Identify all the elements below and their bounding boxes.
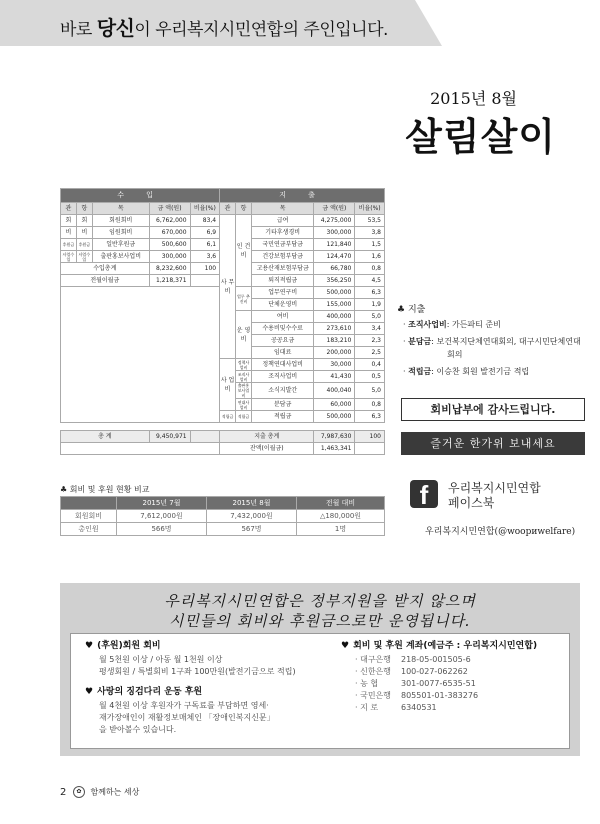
- table-cell: 183,210: [314, 335, 355, 347]
- table-cell: 조직사업비: [236, 371, 252, 383]
- table-cell: 30,000: [314, 359, 355, 371]
- table-header: [61, 497, 117, 510]
- table-cell: 83,4: [190, 215, 220, 227]
- table-cell: 일반후원금: [92, 239, 149, 251]
- table-cell: 567명: [207, 523, 297, 536]
- table-cell: 3,8: [355, 227, 385, 239]
- note-share-cont: 회의: [447, 350, 463, 359]
- balance-label: 잔액(이월금): [220, 443, 314, 455]
- col-mok: 목: [251, 203, 314, 215]
- col-mok: 목: [92, 203, 149, 215]
- logo-icon: ✿: [73, 786, 85, 798]
- table-cell: 후원금: [76, 239, 92, 251]
- carry-over-label: 전월이월금: [61, 275, 150, 287]
- table-cell: 0,8: [355, 263, 385, 275]
- col-amount: 금 액(원): [314, 203, 355, 215]
- table-cell: 500,000: [314, 287, 355, 299]
- table-cell: 분담금: [251, 399, 314, 411]
- thanks-box: 회비납부에 감사드립니다.: [401, 398, 585, 421]
- account-item: · 대구은행 218-05-001505-6: [355, 655, 471, 664]
- facebook-line1: 우리복지시민연합: [448, 481, 541, 495]
- finance-totals: [60, 430, 385, 455]
- table-cell: 6,1: [190, 239, 220, 251]
- finance-table: [60, 188, 385, 423]
- table-cell: 5,0: [355, 383, 385, 399]
- account-item: · 신한은행 100-027-062262: [355, 667, 468, 676]
- empty-cell: [61, 443, 220, 455]
- col-gwan: 관: [61, 203, 77, 215]
- table-cell: 비: [61, 227, 77, 239]
- table-cell: 53,5: [355, 215, 385, 227]
- table-cell: 정책사업비: [236, 359, 252, 371]
- carry-over-amount: 1,218,371: [149, 275, 190, 287]
- expense-header: 지 출: [220, 189, 385, 203]
- grand-total-label: 총 계: [61, 431, 150, 443]
- table-cell: 273,610: [314, 323, 355, 335]
- balance-amount: 1,463,341: [314, 443, 355, 455]
- membership-column: [85, 640, 335, 736]
- table-cell: 기타후생경비: [251, 227, 314, 239]
- table-cell: 출판홍보사업비: [92, 251, 149, 263]
- col-ratio: 비율(%): [355, 203, 385, 215]
- table-cell: 0,4: [355, 359, 385, 371]
- support-box: [60, 583, 580, 756]
- issue-date: 2015년 8월: [430, 89, 517, 108]
- table-cell: 1,9: [355, 299, 385, 311]
- table-cell: 300,000: [149, 251, 190, 263]
- table-cell: 4,275,000: [314, 215, 355, 227]
- comparison-heading: ♣ 회비 및 후원 현황 비교: [60, 485, 150, 494]
- table-cell: 6,762,000: [149, 215, 190, 227]
- table-cell: 회원회비: [92, 215, 149, 227]
- footer: [60, 786, 139, 798]
- table-cell: 7,432,000원: [207, 510, 297, 523]
- col-ratio: 비율(%): [190, 203, 220, 215]
- table-cell: 2,3: [355, 335, 385, 347]
- club-icon: ♣: [397, 305, 408, 315]
- table-cell: 총인원: [61, 523, 117, 536]
- table-cell: 정책연대사업비: [251, 359, 314, 371]
- table-cell: 1,6: [355, 251, 385, 263]
- heart-icon: ♥: [85, 687, 94, 697]
- table-header: 2015년 8월: [207, 497, 297, 510]
- note-reserve: · 적립금: 이승찬 회원 발전기금 적립: [403, 367, 530, 376]
- table-header: 전월 대비: [297, 497, 385, 510]
- note-share: · 분담금: 보건복지단체연대회의, 대구시민단체연대: [403, 337, 581, 346]
- table-cell: 공공요금: [251, 335, 314, 347]
- table-cell: 66,780: [314, 263, 355, 275]
- expense-total-label: 지출 총계: [220, 431, 314, 443]
- table-cell: 60,000: [314, 399, 355, 411]
- group-unyeong: 운 영 비: [236, 311, 252, 359]
- table-cell: 500,000: [314, 411, 355, 423]
- table-cell: 고용산재보험부담금: [251, 263, 314, 275]
- table-cell: 임원회비: [92, 227, 149, 239]
- table-cell: 출판홍보사업비: [236, 383, 252, 399]
- notes-heading: ♣ 지출: [397, 305, 426, 315]
- table-cell: 단체운영비: [251, 299, 314, 311]
- accounts-column: [341, 640, 566, 714]
- table-cell: 회: [61, 215, 77, 227]
- table-header-row: [61, 497, 385, 510]
- heart-icon: ♥: [341, 641, 350, 651]
- table-cell: 업무연구비: [251, 287, 314, 299]
- heart-icon: ♥: [85, 641, 94, 651]
- income-total-amount: 8,232,600: [149, 263, 190, 275]
- note-org: · 조직사업비: 가든파티 준비: [403, 320, 501, 329]
- table-cell: 건강보험부담금: [251, 251, 314, 263]
- grand-total-amount: 9,450,971: [149, 431, 190, 443]
- table-row: [61, 215, 385, 227]
- table-cell: 4,5: [355, 275, 385, 287]
- page-title: 살림살이: [405, 115, 556, 159]
- table-cell: 500,600: [149, 239, 190, 251]
- slogan: [60, 591, 580, 631]
- table-cell: 200,000: [314, 347, 355, 359]
- group-samu: 사 무 비: [220, 215, 236, 359]
- donation-line1: 월 5천원 이상 / 아동 월 1천원 이상: [99, 655, 223, 664]
- table-cell: 7,612,000원: [117, 510, 207, 523]
- empty-cell: [355, 443, 385, 455]
- empty-block: [61, 287, 220, 423]
- table-cell: 급여: [251, 215, 314, 227]
- group-ingeon: 인 건 비: [236, 215, 252, 287]
- group-saeop: 사 업 비: [220, 359, 236, 411]
- table-cell: 후원금: [61, 239, 77, 251]
- table-row: [61, 443, 385, 455]
- table-cell: 퇴직적립금: [251, 275, 314, 287]
- group-jeokrip: 적립금: [220, 411, 236, 423]
- holiday-box: 즐거운 한가위 보내세요: [401, 432, 585, 455]
- table-cell: 2,5: [355, 347, 385, 359]
- table-header: 2015년 7월: [117, 497, 207, 510]
- empty-cell: [190, 275, 220, 287]
- footer-title: 함께하는 세상: [90, 787, 140, 797]
- table-cell: 121,840: [314, 239, 355, 251]
- account-item: · 국민은행 805501-01-383276: [355, 691, 479, 700]
- table-cell: 3,6: [190, 251, 220, 263]
- table-cell: 국민연금부담금: [251, 239, 314, 251]
- table-cell: 회원회비: [61, 510, 117, 523]
- col-hang: 항: [236, 203, 252, 215]
- comparison-table: [60, 496, 385, 536]
- empty-cell: [190, 431, 220, 443]
- love-title: ♥ 사랑의 징검다리 운동 후원: [85, 687, 203, 697]
- accounts-title: ♥ 회비 및 후원 계좌(예금주 : 우리복지시민연합): [341, 641, 538, 651]
- banner-text: 바로 당신이 우리복지시민연합의 주인입니다.: [60, 16, 388, 40]
- slogan-line2: 시민들의 회비와 후원금으로만 운영됩니다.: [169, 612, 471, 630]
- support-info: [70, 633, 570, 749]
- table-cell: 566명: [117, 523, 207, 536]
- donation-line2: 평생회원 / 특별회비 1구좌 100만원(발전기금으로 적립): [99, 667, 296, 676]
- table-cell: 수용비및수수료: [251, 323, 314, 335]
- facebook-icon[interactable]: f: [410, 480, 438, 508]
- table-cell: 0,8: [355, 399, 385, 411]
- facebook-handle[interactable]: 우리복지시민연합(@woориwelfare): [425, 527, 576, 537]
- expense-total-amount: 7,987,630: [314, 431, 355, 443]
- table-cell: 5,0: [355, 311, 385, 323]
- table-cell: 여비: [251, 311, 314, 323]
- page-number: 2: [60, 786, 67, 798]
- table-row: [61, 431, 385, 443]
- group-eopmu: 업무 추진비: [236, 287, 252, 311]
- table-cell: 300,000: [314, 227, 355, 239]
- table-cell: 356,250: [314, 275, 355, 287]
- table-cell: 적립금: [251, 411, 314, 423]
- club-icon: ♣: [60, 485, 70, 494]
- table-cell: 41,430: [314, 371, 355, 383]
- table-cell: 비: [76, 227, 92, 239]
- col-amount: 금 액(원): [149, 203, 190, 215]
- table-cell: 670,000: [149, 227, 190, 239]
- table-cell: 임대료: [251, 347, 314, 359]
- facebook-line2: 페이스북: [448, 496, 495, 510]
- love-line3: 을 받아볼수 있습니다.: [99, 725, 177, 734]
- table-row: [61, 523, 385, 536]
- table-cell: 1,5: [355, 239, 385, 251]
- income-total-label: 수입총계: [61, 263, 150, 275]
- facebook-title: [448, 481, 541, 511]
- table-cell: 400,000: [314, 311, 355, 323]
- account-item: · 지 로 6340531: [355, 703, 437, 712]
- table-cell: 6,9: [190, 227, 220, 239]
- expense-total-ratio: 100: [355, 431, 385, 443]
- table-cell: 0,5: [355, 371, 385, 383]
- table-cell: 3,4: [355, 323, 385, 335]
- account-item: · 농 협 301-0077-6535-51: [355, 679, 476, 688]
- col-hang: 항: [76, 203, 92, 215]
- table-cell: 회: [76, 215, 92, 227]
- table-cell: 1명: [297, 523, 385, 536]
- table-cell: 6,3: [355, 411, 385, 423]
- donation-title: ♥ (후원)회원 회비: [85, 641, 161, 651]
- love-line1: 월 4천원 이상 후원자가 구독료를 부담하면 영세·: [99, 701, 269, 710]
- love-line2: 재가장애인이 재활정보매체인 「장애인복지신문」: [99, 713, 275, 722]
- table-cell: 사업수입: [61, 251, 77, 263]
- table-cell: 소식지발간: [251, 383, 314, 399]
- table-cell: 400,040: [314, 383, 355, 399]
- slogan-line1: 우리복지시민연합은 정부지원을 받지 않으며: [164, 592, 476, 610]
- table-row: [61, 510, 385, 523]
- income-header: 수 입: [61, 189, 220, 203]
- table-cell: 124,470: [314, 251, 355, 263]
- col-gwan: 관: [220, 203, 236, 215]
- table-cell: 사업수입: [76, 251, 92, 263]
- table-cell: △180,000원: [297, 510, 385, 523]
- table-cell: 조직사업비: [251, 371, 314, 383]
- income-total-ratio: 100: [190, 263, 220, 275]
- expense-notes: [397, 302, 597, 383]
- header-banner: [0, 0, 442, 46]
- table-cell: 6,3: [355, 287, 385, 299]
- table-cell: 155,000: [314, 299, 355, 311]
- table-cell: 연대사업비: [236, 399, 252, 411]
- table-cell: 적립금: [236, 411, 252, 423]
